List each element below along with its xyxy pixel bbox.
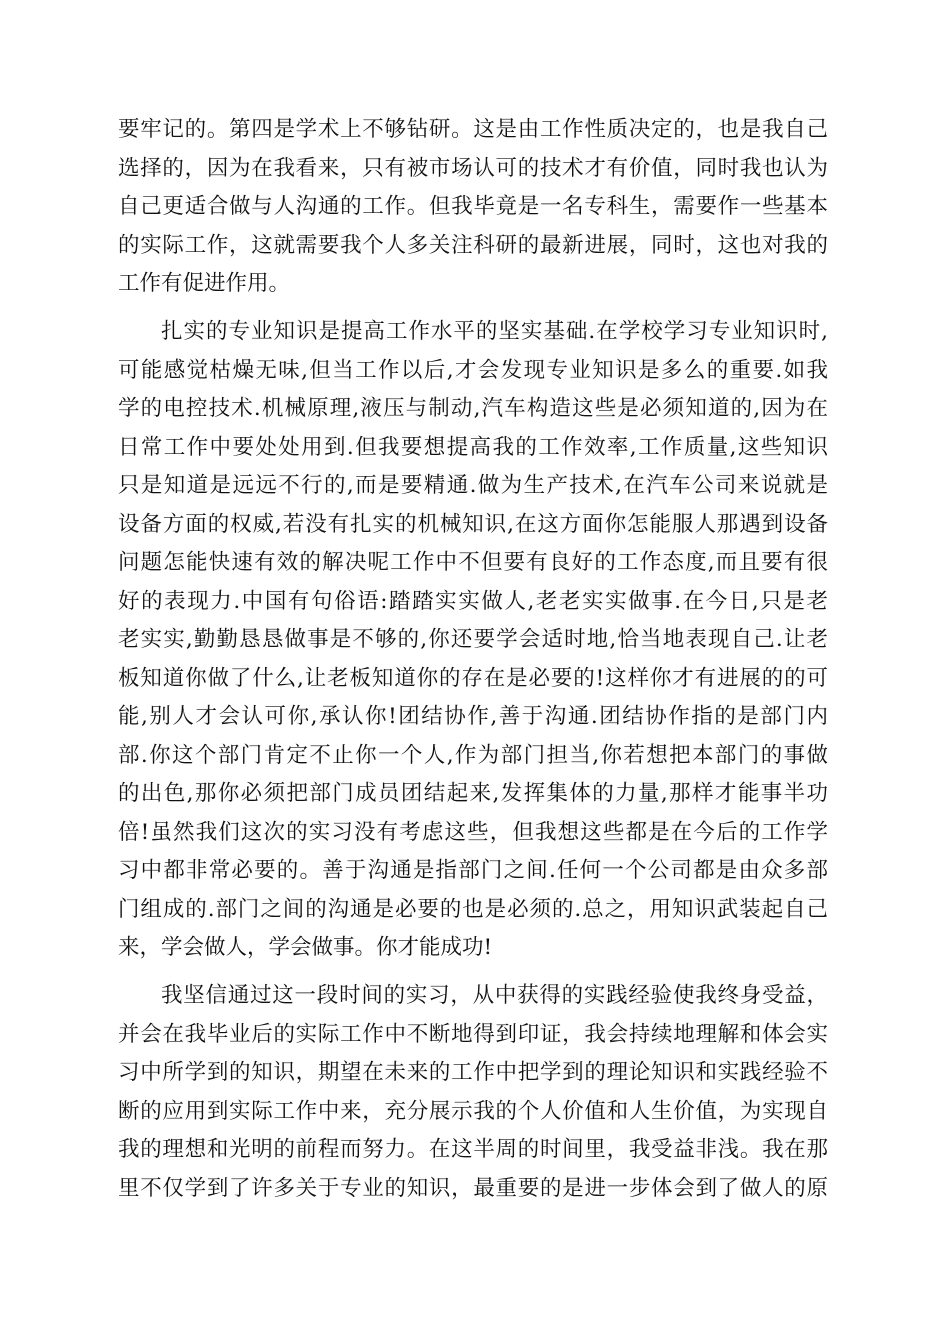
paragraph-line: 里不仅学到了许多关于专业的知识，最重要的是进一步体会到了做人的原 bbox=[118, 1175, 828, 1201]
paragraph-3 bbox=[118, 977, 828, 1208]
paragraph-line: 部.你这个部门肯定不止你一个人,作为部门担当,你若想把本部门的事做 bbox=[118, 742, 828, 768]
paragraph-line: 我的理想和光明的前程而努力。在这半周的时间里，我受益非浅。我在那 bbox=[118, 1137, 828, 1162]
paragraph-line: 要牢记的。第四是学术上不够钻研。这是由工作性质决定的，也是我自己 bbox=[118, 117, 828, 142]
paragraph-line: 并会在我毕业后的实际工作中不断地得到印证，我会持续地理解和体会实 bbox=[118, 1021, 828, 1047]
paragraph-line: 习中都非常必要的。善于沟通是指部门之间.任何一个公司都是由众多部 bbox=[118, 858, 828, 883]
paragraph-line: 断的应用到实际工作中来，充分展示我的个人价值和人生价值，为实现自 bbox=[118, 1098, 828, 1124]
paragraph-line: 倍!虽然我们这次的实习没有考虑这些，但我想这些都是在今后的工作学 bbox=[118, 819, 828, 845]
paragraph-line: 我坚信通过这一段时间的实习，从中获得的实践经验使我终身受益， bbox=[161, 983, 828, 1008]
paragraph-line: 选择的，因为在我看来，只有被市场认可的技术才有价值，同时我也认为 bbox=[118, 155, 828, 181]
paragraph-line: 只是知道是远远不行的,而是要精通.做为生产技术,在汽车公司来说就是 bbox=[118, 473, 828, 498]
paragraph-line: 来，学会做人，学会做事。你才能成功! bbox=[118, 935, 493, 960]
paragraph-line: 学的电控技术.机械原理,液压与制动,汽车构造这些是必须知道的,因为在 bbox=[118, 396, 828, 421]
paragraph-1 bbox=[118, 111, 828, 304]
paragraph-line: 工作有促进作用。 bbox=[118, 271, 291, 296]
paragraph-line: 的实际工作，这就需要我个人多关注科研的最新进展，同时，这也对我的 bbox=[118, 232, 828, 258]
paragraph-line: 自己更适合做与人沟通的工作。但我毕竟是一名专科生，需要作一些基本 bbox=[118, 194, 828, 219]
paragraph-line: 能,别人才会认可你,承认你!团结协作,善于沟通.团结协作指的是部门内 bbox=[118, 704, 828, 729]
paragraph-2 bbox=[118, 313, 828, 968]
paragraph-line: 日常工作中要处处用到.但我要想提高我的工作效率,工作质量,这些知识 bbox=[118, 434, 828, 460]
paragraph-line: 老实实,勤勤恳恳做事是不够的,你还要学会适时地,恰当地表现自己.让老 bbox=[118, 627, 828, 652]
paragraph-line: 的出色,那你必须把部门成员团结起来,发挥集体的力量,那样才能事半功 bbox=[118, 781, 828, 806]
paragraph-line: 设备方面的权威,若没有扎实的机械知识,在这方面你怎能服人那遇到设备 bbox=[118, 511, 828, 537]
paragraph-line: 问题怎能快速有效的解决呢工作中不但要有良好的工作态度,而且要有很 bbox=[118, 550, 828, 575]
paragraph-line: 扎实的专业知识是提高工作水平的坚实基础.在学校学习专业知识时, bbox=[161, 319, 828, 344]
paragraph-line: 习中所学到的知识，期望在未来的工作中把学到的理论知识和实践经验不 bbox=[118, 1060, 828, 1085]
paragraph-line: 可能感觉枯燥无味,但当工作以后,才会发现专业知识是多么的重要.如我 bbox=[118, 357, 828, 383]
paragraph-line: 板知道你做了什么,让老板知道你的存在是必要的!这样你才有进展的的可 bbox=[118, 665, 828, 691]
paragraph-line: 门组成的.部门之间的沟通是必要的也是必须的.总之，用知识武装起自己 bbox=[118, 896, 828, 922]
paragraph-line: 好的表现力.中国有句俗语:踏踏实实做人,老老实实做事.在今日,只是老 bbox=[118, 588, 828, 614]
